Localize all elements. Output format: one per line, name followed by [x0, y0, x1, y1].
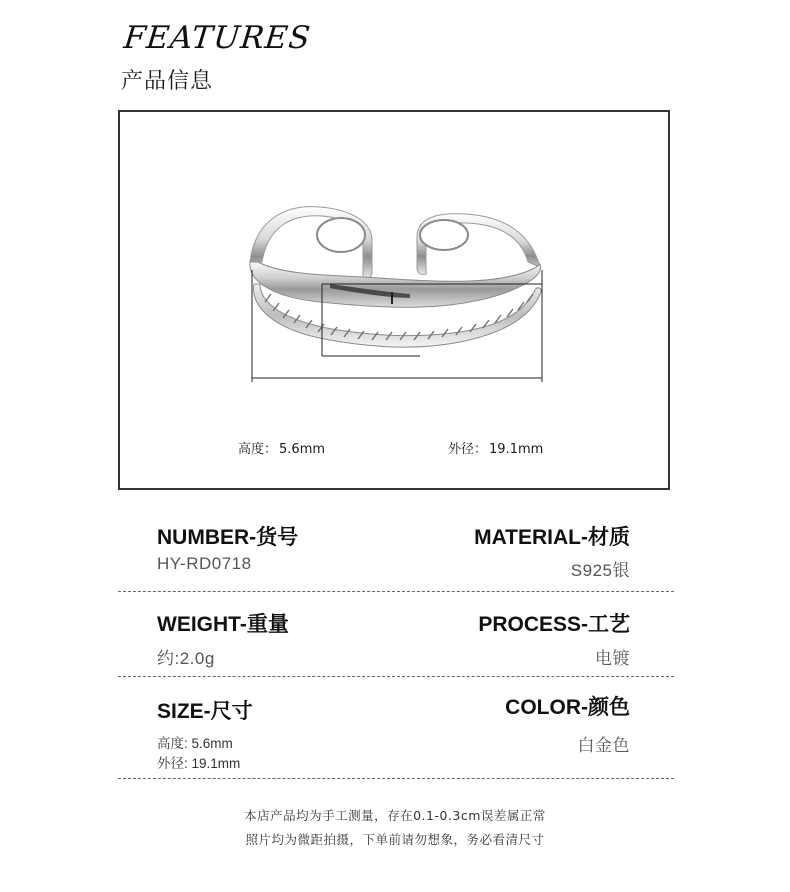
- number-value: HY-RD0718: [157, 554, 252, 573]
- size-height-value: 高度: 5.6mm: [157, 736, 233, 751]
- product-info-subtitle: 产品信息: [121, 69, 214, 94]
- image-height-value: 5.6mm: [279, 442, 326, 457]
- footnote-photo: 照片均为微距拍摄，下单前请勿想象，务必看清尺寸: [245, 832, 545, 847]
- material-label: MATERIAL-材质: [474, 526, 630, 549]
- ring-illustration: [120, 112, 668, 488]
- color-value: 白金色: [577, 736, 630, 755]
- ring-right-loop: [420, 220, 468, 250]
- process-label: PROCESS-工艺: [478, 613, 630, 636]
- footnote-measurement: 本店产品均为手工测量，存在0.1-0.3cm误差属正常: [244, 808, 546, 823]
- weight-value: 约:2.0g: [157, 649, 215, 668]
- ring-left-loop: [317, 218, 365, 252]
- color-label: COLOR-颜色: [505, 696, 630, 719]
- image-diameter-caption: 外径：: [448, 442, 488, 457]
- product-image-frame: [118, 110, 670, 490]
- image-diameter-label: [448, 438, 543, 457]
- image-diameter-value: 19.1mm: [489, 442, 544, 457]
- process-value: 电镀: [595, 649, 630, 668]
- ring-front-band: [250, 262, 541, 307]
- divider-1: [118, 591, 674, 592]
- number-label: NUMBER-货号: [157, 526, 299, 549]
- weight-label: WEIGHT-重量: [157, 613, 289, 636]
- features-title: FEATURES: [122, 20, 313, 56]
- divider-2: [118, 676, 674, 677]
- size-diameter-value: 外径: 19.1mm: [157, 756, 241, 771]
- image-height-label: [238, 438, 325, 457]
- material-value: S925银: [570, 561, 630, 580]
- divider-3: [118, 778, 674, 779]
- image-height-caption: 高度：: [238, 442, 278, 457]
- size-label: SIZE-尺寸: [157, 700, 253, 723]
